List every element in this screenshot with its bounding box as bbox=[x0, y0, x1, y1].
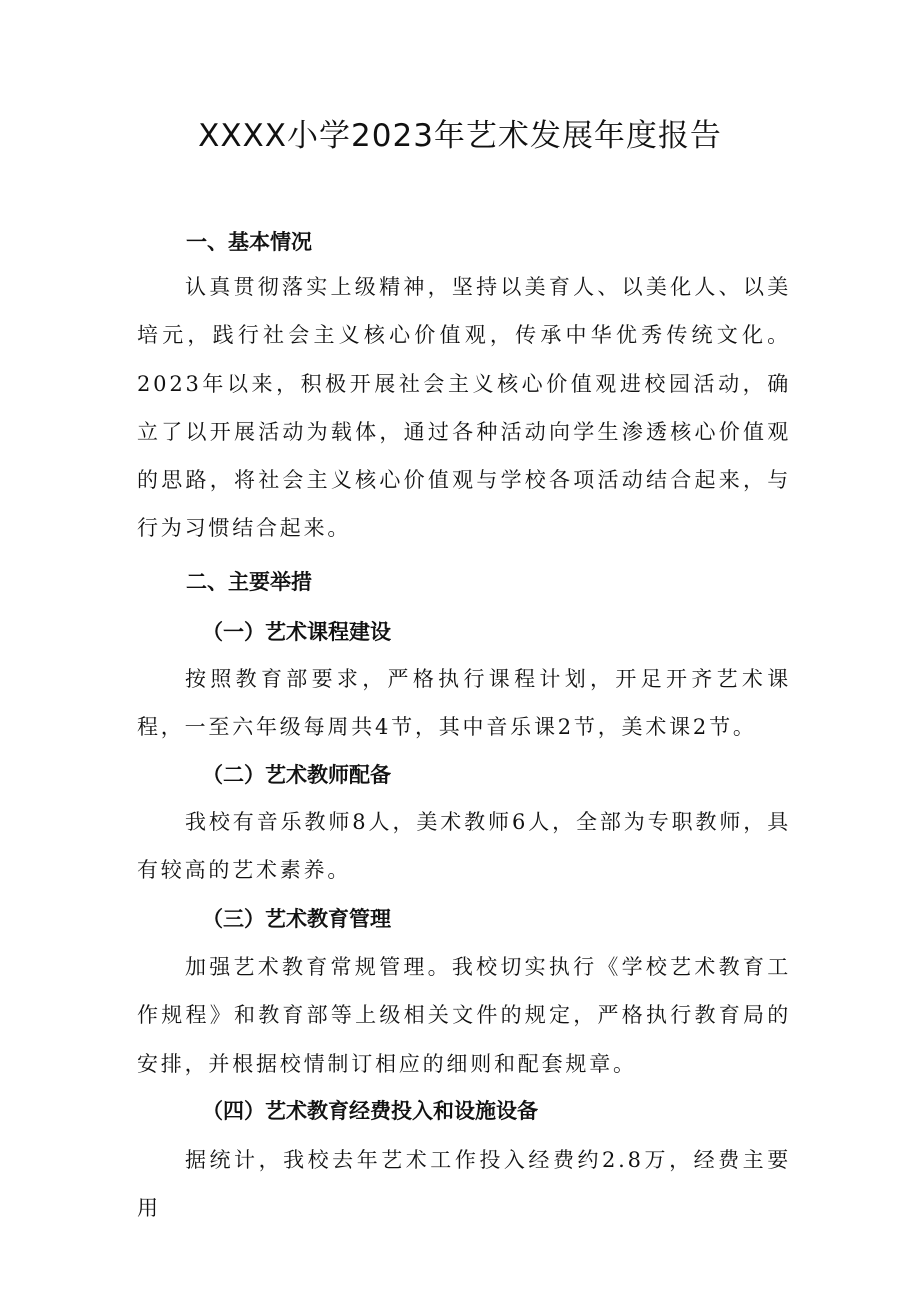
section-heading-basic-situation: 一、基本情况 bbox=[186, 230, 312, 254]
subsection-heading-art-curriculum: （一）艺术课程建设 bbox=[202, 620, 391, 644]
subsection-heading-art-teachers: （二）艺术教师配备 bbox=[202, 763, 391, 787]
paragraph-basic-situation: 认真贯彻落实上级精神，坚持以美育人、以美化人、以美培元，践行社会主义核心价值观，传承中华优秀传统文化。2023年以来，积极开展社会主义核心价值观进校园活动，确立了以开展活动为载体，通过各种活动向学生渗透核心价值观的思路，将社会主义核心价值观与学校各项活动结合起来，与行为习惯结合起来。 bbox=[137, 275, 791, 541]
paragraph-art-management: 加强艺术教育常规管理。我校切实执行《学校艺术教育工作规程》和教育部等上级相关文件的规定，严格执行教育局的安排，并根据校情制订相应的细则和配套规章。 bbox=[137, 955, 791, 1076]
subsection-heading-funding-facilities: （四）艺术教育经费投入和设施设备 bbox=[202, 1099, 538, 1123]
section-heading-main-measures: 二、主要举措 bbox=[186, 570, 312, 594]
paragraph-art-teachers: 我校有音乐教师8人，美术教师6人，全部为专职教师，具有较高的艺术素养。 bbox=[137, 810, 791, 883]
subsection-heading-art-management: （三）艺术教育管理 bbox=[202, 907, 391, 931]
paragraph-art-curriculum: 按照教育部要求，严格执行课程计划，开足开齐艺术课程，一至六年级每周共4节，其中音乐课2节，美术课2节。 bbox=[137, 667, 791, 740]
document-title: XXXX小学2023年艺术发展年度报告 bbox=[198, 118, 722, 154]
paragraph-funding-facilities: 据统计，我校去年艺术工作投入经费约2.8万，经费主要用 bbox=[137, 1148, 791, 1221]
